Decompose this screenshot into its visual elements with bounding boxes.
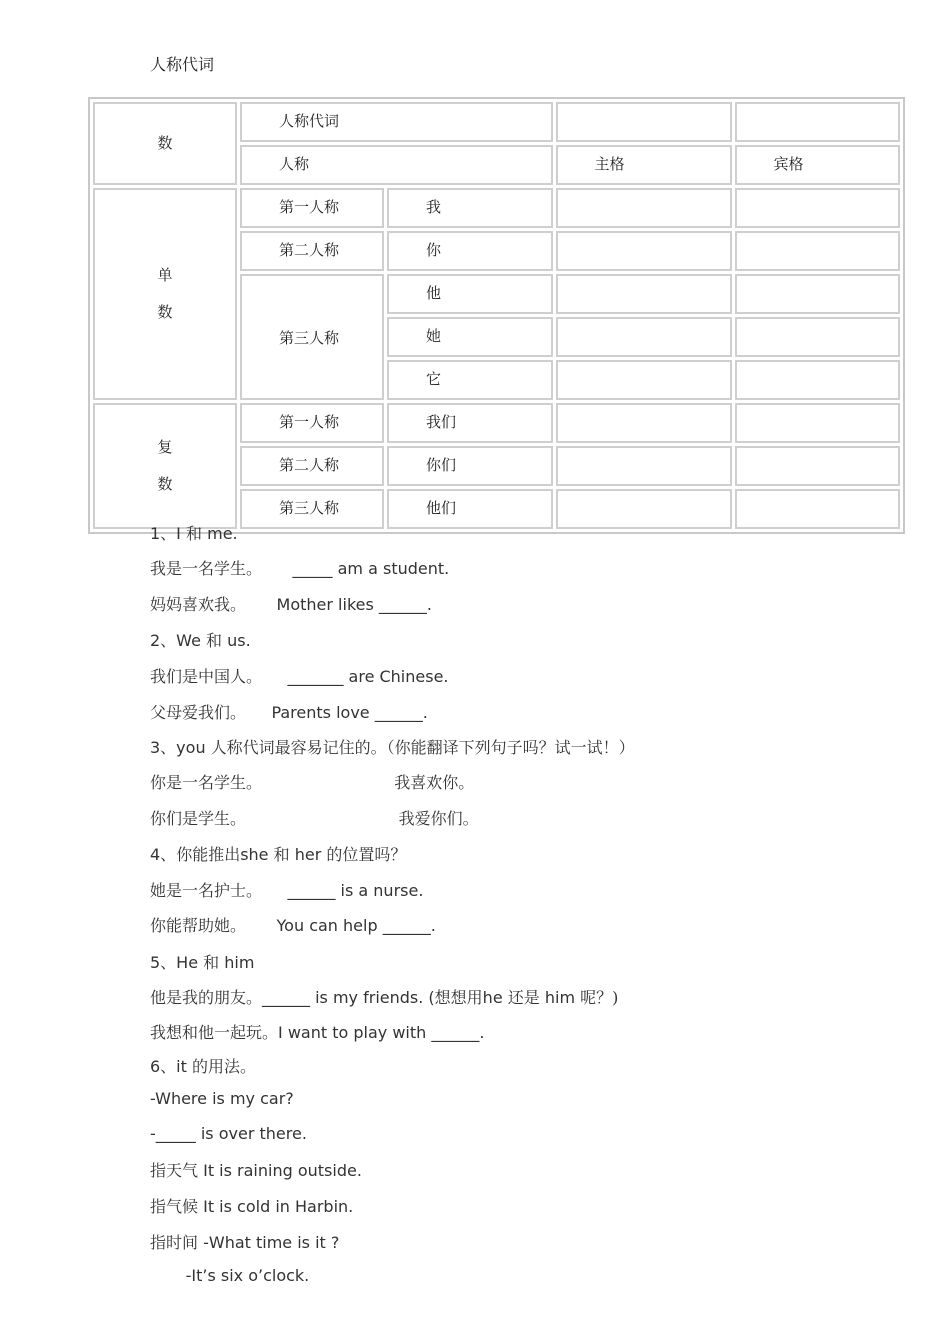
exercise-line: 我想和他一起玩。I want to play with ______. xyxy=(150,1023,485,1042)
exercise-line: 她是一名护士。 ______ is a nurse. xyxy=(150,881,424,900)
pronoun-cell: 她 xyxy=(387,317,553,357)
object-header-cell: 宾格 xyxy=(735,145,901,185)
pronoun-cell: 我们 xyxy=(387,403,553,443)
exercise-line: 指天气 It is raining outside. xyxy=(150,1161,362,1180)
person-cell: 第二人称 xyxy=(240,231,384,271)
exercise-line: 指时间 -What time is it ? xyxy=(150,1233,340,1252)
pronoun-cell: 你 xyxy=(387,231,553,271)
exercise-line: -It’s six o’clock. xyxy=(150,1266,310,1285)
object-answer-cell xyxy=(735,360,901,400)
exercise-line: 我是一名学生。 _____ am a student. xyxy=(150,559,450,578)
section-heading-5: 5、He 和 him xyxy=(150,953,255,972)
subject-answer-cell xyxy=(556,231,732,271)
pronoun-cell: 你们 xyxy=(387,446,553,486)
subject-answer-cell xyxy=(556,489,732,529)
page-title: 人称代词 xyxy=(150,55,215,74)
empty-header-cell xyxy=(735,102,901,142)
object-answer-cell xyxy=(735,317,901,357)
subject-answer-cell xyxy=(556,317,732,357)
exercise-line: 妈妈喜欢我。 Mother likes ______. xyxy=(150,595,432,614)
subject-answer-cell xyxy=(556,403,732,443)
person-cell: 第二人称 xyxy=(240,446,384,486)
object-answer-cell xyxy=(735,446,901,486)
exercise-line: 你是一名学生。 我喜欢你。 xyxy=(150,773,475,792)
object-answer-cell xyxy=(735,403,901,443)
exercise-line: -Where is my car? xyxy=(150,1089,294,1108)
object-answer-cell xyxy=(735,188,901,228)
pronoun-table xyxy=(88,97,905,534)
object-answer-cell xyxy=(735,489,901,529)
pronoun-cell: 我 xyxy=(387,188,553,228)
plural-label-cell: 复 数 xyxy=(93,403,237,529)
exercise-line: 你能帮助她。 You can help ______. xyxy=(150,916,436,935)
section-heading-1: 1、I 和 me. xyxy=(150,524,238,543)
section-heading-4: 4、你能推出she 和 her 的位置吗？ xyxy=(150,845,407,864)
exercise-line: 父母爱我们。 Parents love ______. xyxy=(150,703,428,722)
exercise-line: 指气候 It is cold in Harbin. xyxy=(150,1197,354,1216)
person-cell: 第一人称 xyxy=(240,188,384,228)
singular-label-cell: 单 数 xyxy=(93,188,237,400)
exercise-line: 我们是中国人。 _______ are Chinese. xyxy=(150,667,449,686)
object-answer-cell xyxy=(735,231,901,271)
empty-header-cell xyxy=(556,102,732,142)
pronoun-cell: 他 xyxy=(387,274,553,314)
number-header-cell: 数 xyxy=(93,102,237,185)
person-header-cell: 人称 xyxy=(240,145,553,185)
exercise-line: 他是我的朋友。______ is my friends. (想想用he 还是 him 呢？) xyxy=(150,988,619,1007)
exercise-line: -_____ is over there. xyxy=(150,1124,307,1143)
pronoun-cell: 他们 xyxy=(387,489,553,529)
section-heading-6: 6、it 的用法。 xyxy=(150,1057,257,1076)
exercise-line: 你们是学生。 我爱你们。 xyxy=(150,809,479,828)
person-cell: 第三人称 xyxy=(240,489,384,529)
person-cell: 第三人称 xyxy=(240,274,384,400)
pronoun-cell: 它 xyxy=(387,360,553,400)
object-answer-cell xyxy=(735,274,901,314)
section-heading-3: 3、you 人称代词最容易记住的。（你能翻译下列句子吗？试一试！） xyxy=(150,738,635,757)
subject-answer-cell xyxy=(556,274,732,314)
section-heading-2: 2、We 和 us. xyxy=(150,631,251,650)
pronoun-header-cell: 人称代词 xyxy=(240,102,553,142)
person-cell: 第一人称 xyxy=(240,403,384,443)
subject-answer-cell xyxy=(556,446,732,486)
subject-answer-cell xyxy=(556,360,732,400)
subject-header-cell: 主格 xyxy=(556,145,732,185)
subject-answer-cell xyxy=(556,188,732,228)
